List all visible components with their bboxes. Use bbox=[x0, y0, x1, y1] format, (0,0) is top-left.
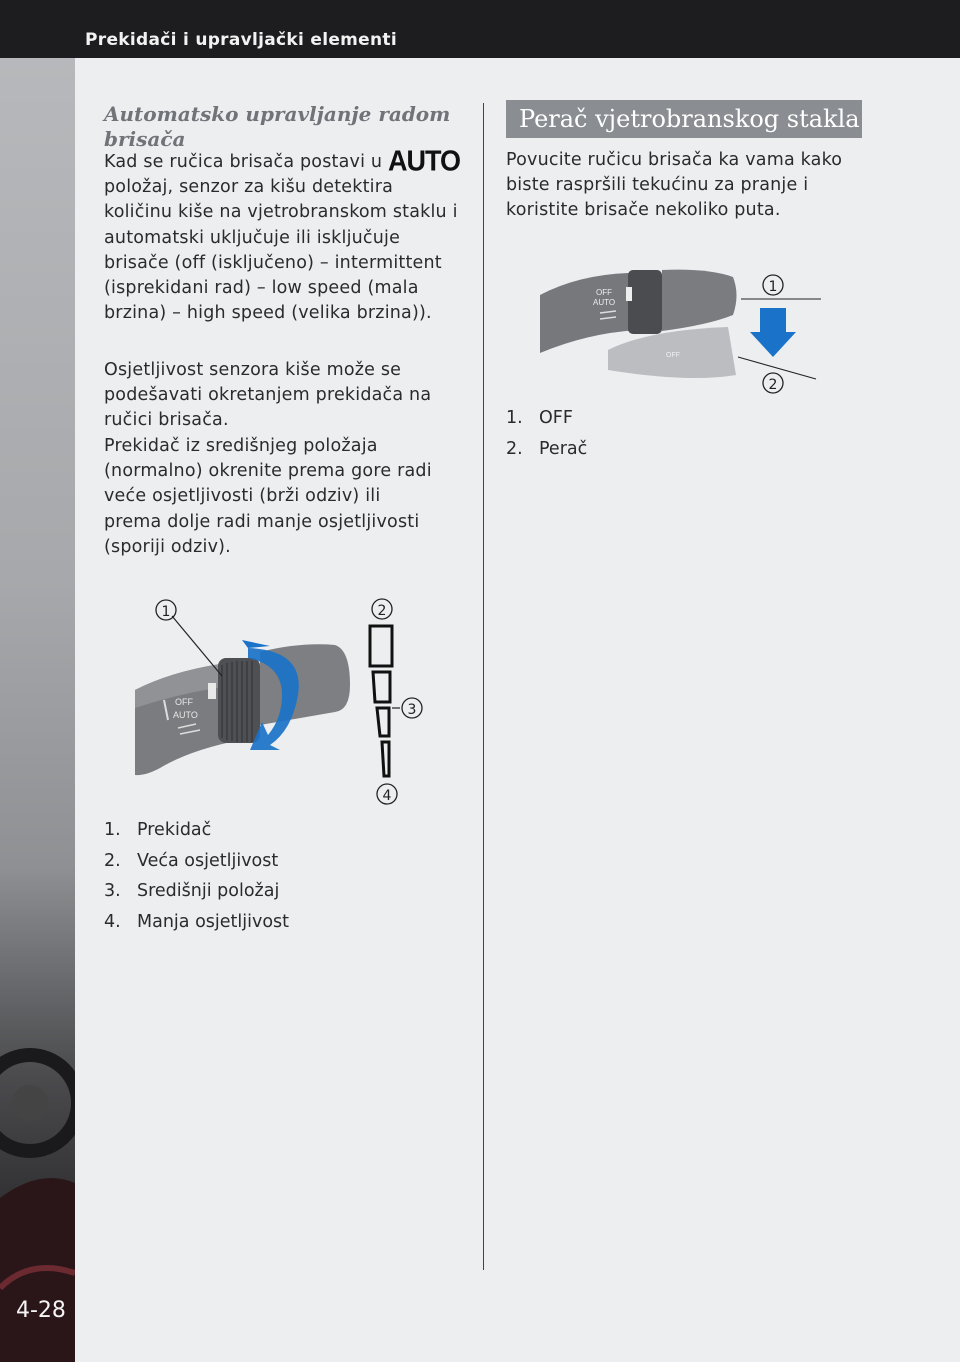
column-divider bbox=[483, 103, 484, 1270]
lever-auto-label: AUTO bbox=[593, 298, 616, 307]
callout-2: 2 bbox=[377, 603, 387, 619]
rotation-paragraph: Prekidač iz središnjeg položaja (normalno) okrenite prema gore radi veće osjetljivosti (brži odziv) ili prema dolje radi manje osjetljivosti (sporiji odziv). bbox=[104, 436, 432, 557]
list-item: 4. Manja osjetljivost bbox=[104, 911, 290, 932]
list-item: 1. OFF bbox=[506, 408, 573, 428]
callout-2: 2 bbox=[768, 377, 778, 393]
list-item: 3. Središnji položaj bbox=[104, 881, 280, 901]
auto-para-rest: položaj, senzor za kišu detektira količinu kiše na vjetrobranskom staklu i automatski uključuje ili isključuje brisače (off (isključeno) – intermittent (isprekidani rad) – low speed (mala brzina) – high speed (velika brzina)). bbox=[104, 177, 458, 324]
list-item: 1. Prekidač bbox=[104, 820, 212, 840]
sensitivity-paragraph: Osjetljivost senzora kiše može se podešavati okretanjem prekidača na ručici brisača. bbox=[104, 360, 432, 431]
auto-para-start: Kad se ručica brisača postavi u bbox=[104, 152, 383, 172]
list-item: 2. Perač bbox=[506, 438, 588, 459]
washer-paragraph: Povucite ručicu brisača ka vama kako biste raspršili tekućinu za pranje i koristite brisače nekoliko puta. bbox=[506, 150, 843, 221]
callout-1: 1 bbox=[768, 279, 778, 295]
lever-off-label: OFF bbox=[175, 697, 193, 707]
callout-3: 3 bbox=[407, 702, 417, 718]
auto-symbol: AUTO bbox=[387, 145, 460, 177]
lever-off-label: OFF bbox=[596, 288, 612, 297]
washer-lever-figure bbox=[538, 265, 823, 395]
interior-photo bbox=[0, 58, 75, 1362]
lever-auto-label: AUTO bbox=[173, 710, 198, 720]
callout-4: 4 bbox=[382, 788, 392, 804]
list-item: 2. Veća osjetljivost bbox=[104, 850, 279, 871]
auto-paragraph bbox=[104, 145, 464, 326]
page-number: 4-28 bbox=[16, 1298, 66, 1323]
rain-sensor-switch-figure bbox=[130, 590, 450, 805]
left-legend bbox=[104, 820, 289, 942]
page-header bbox=[0, 0, 960, 58]
section-subheading: Automatsko upravljanje radom brisača bbox=[104, 102, 451, 151]
ghost-off-label: OFF bbox=[666, 352, 680, 359]
sidebar-photo-strip bbox=[0, 58, 75, 1362]
washer-section-heading: Perač vjetrobranskog stakla bbox=[506, 100, 862, 138]
header-title: Prekidači i upravljački elementi bbox=[85, 30, 397, 50]
callout-1: 1 bbox=[161, 604, 171, 620]
right-legend bbox=[506, 408, 587, 469]
